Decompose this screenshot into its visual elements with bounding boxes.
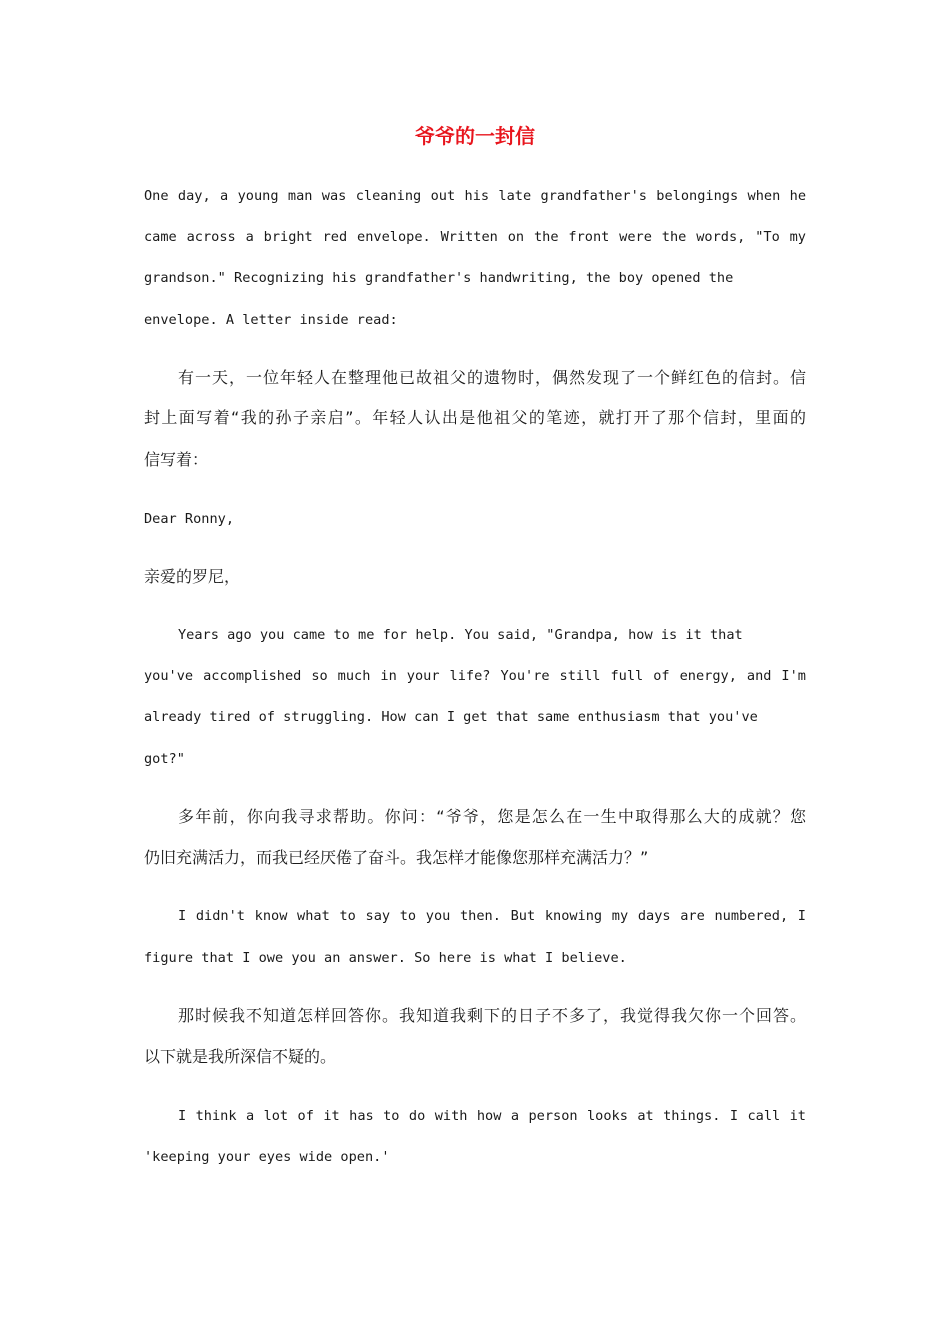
text-line: I think a lot of it has to do with how a person looks at things. I call it: [178, 1108, 806, 1124]
salutation-zh: 亲爱的罗尼，: [144, 567, 241, 586]
text-line: already tired of struggling. How can I get that same enthusiasm that you've: [144, 709, 758, 725]
text-line: 那时候我不知道怎样回答你。我知道我剩下的日子不多了，我觉得我欠你一个回答。: [178, 1006, 806, 1025]
text-line: figure that I owe you an answer. So here is what I believe.: [144, 950, 627, 966]
text-line: Years ago you came to me for help. You said, "Grandpa, how is it that: [178, 627, 743, 643]
text-line: got?": [144, 751, 185, 767]
text-line: grandson." Recognizing his grandfather's handwriting, the boy opened the: [144, 270, 734, 286]
text-line: One day, a young man was cleaning out his late grandfather's belongings when he: [144, 188, 806, 204]
text-line: 以下就是我所深信不疑的。: [144, 1047, 337, 1066]
text-line: 封上面写着“我的孙子亲启”。年轻人认出是他祖父的笔迹，就打开了那个信封，里面的: [144, 408, 806, 427]
text-line: 'keeping your eyes wide open.': [144, 1149, 390, 1165]
text-line: 有一天，一位年轻人在整理他已故祖父的遗物时，偶然发现了一个鲜红色的信封。信: [178, 368, 806, 387]
document-title: 爷爷的一封信: [415, 124, 535, 148]
text-line: 信写着：: [144, 450, 209, 469]
text-line: I didn't know what to say to you then. But knowing my days are numbered, I: [178, 908, 806, 924]
text-line: you've accomplished so much in your life? You're still full of energy, and I'm: [144, 668, 806, 684]
text-line: envelope. A letter inside read:: [144, 312, 398, 328]
text-line: came across a bright red envelope. Written on the front were the words, "To my: [144, 229, 806, 245]
text-line: 多年前，你向我寻求帮助。你问：“爷爷，您是怎么在一生中取得那么大的成就？您: [178, 807, 806, 826]
salutation-en: Dear Ronny,: [144, 511, 235, 527]
text-line: 仍旧充满活力，而我已经厌倦了奋斗。我怎样才能像您那样充满活力？”: [144, 848, 649, 867]
